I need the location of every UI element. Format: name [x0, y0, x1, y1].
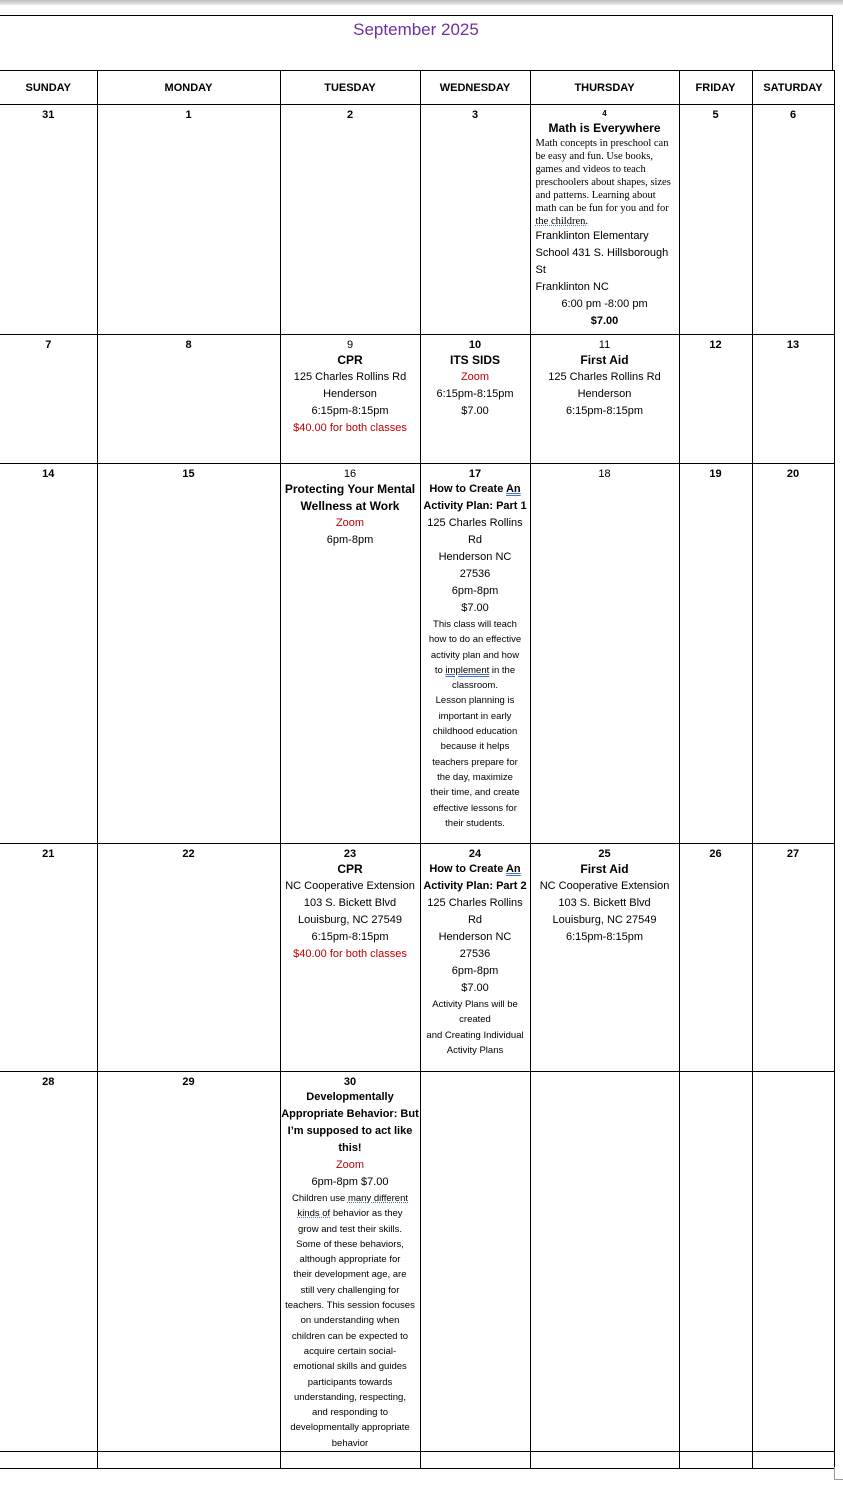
- event-time: 6:15pm-8:15pm: [311, 405, 389, 417]
- event-location: 125 Charles Rollins Rd Henderson NC 27536: [427, 517, 523, 580]
- calendar-title: September 2025: [0, 15, 833, 70]
- day-cell: [679, 844, 752, 1072]
- event-title: How to Create An: [429, 863, 521, 875]
- day-cell: [280, 105, 420, 335]
- week-row: [0, 1072, 834, 1452]
- event-location: Henderson: [323, 388, 377, 400]
- event-price: $40.00 for both classes: [293, 422, 407, 434]
- event-mode: Zoom: [335, 1159, 365, 1171]
- day-number: 6: [789, 109, 797, 121]
- event-location: 125 Charles Rollins Rd: [548, 371, 661, 383]
- day-cell: [0, 335, 97, 464]
- event-time: 6:15pm-8:15pm: [311, 931, 389, 943]
- week-row: [0, 105, 834, 335]
- day-cell: [97, 844, 280, 1072]
- event-location: Franklinton Elementary School 431 S. Hillsborough St Franklinton NC: [535, 230, 669, 293]
- day-cell-sep-11: [530, 335, 679, 464]
- event-time: 6pm-8pm: [451, 965, 499, 977]
- event-price: $7.00: [461, 405, 489, 417]
- event-time: 6:15pm-8:15pm: [565, 931, 644, 943]
- day-number: 21: [42, 848, 55, 860]
- day-number: 2: [346, 109, 354, 121]
- day-number: 4: [602, 109, 607, 118]
- day-header: WEDNESDAY: [420, 71, 530, 105]
- day-cell-sep-4: [530, 105, 679, 335]
- day-cell: [97, 105, 280, 335]
- event-time: 6:15pm-8:15pm: [436, 388, 514, 400]
- day-cell: [679, 105, 752, 335]
- calendar-grid: [0, 70, 835, 1469]
- event-mode: Zoom: [335, 517, 365, 529]
- day-cell: [97, 335, 280, 464]
- event-time: 6pm-8pm: [451, 585, 499, 597]
- day-cell-sep-10: [420, 335, 530, 464]
- day-cell-sep-17: [420, 464, 530, 844]
- weekday-header-row: [0, 71, 834, 105]
- day-number: 14: [42, 468, 55, 480]
- day-cell: [0, 105, 97, 335]
- event-mode: Zoom: [460, 371, 490, 383]
- day-cell: [752, 335, 834, 464]
- day-cell: [530, 464, 679, 844]
- week-row: [0, 335, 834, 464]
- day-cell: [679, 335, 752, 464]
- event-description: Children use many different kinds of behavior as they grow and test their skills. Some of these behaviors, although appropriate for their development age, are still very challenging for teachers. This session focuses on understanding when children can be expected to acquire certain social- emotional skills and guides participants towards understanding, respecting, and responding to developmentally appropriate behavior: [285, 1193, 415, 1449]
- day-number: 18: [598, 468, 611, 480]
- day-cell-sep-9: [280, 335, 420, 464]
- day-number: 8: [185, 339, 192, 351]
- event-price: $7.00: [461, 602, 489, 614]
- end-of-table-mark: [834, 1467, 843, 1480]
- week-row: [0, 844, 834, 1072]
- day-cell-sep-23: [280, 844, 420, 1072]
- window-top-edge: [0, 0, 843, 5]
- day-cell-sep-16: [280, 464, 420, 844]
- event-title: ITS SIDS: [449, 353, 500, 367]
- day-number: 31: [42, 109, 55, 121]
- day-cell: [97, 1072, 280, 1452]
- event-location: 103 S. Bickett Blvd: [558, 897, 651, 909]
- day-number: 13: [786, 339, 800, 351]
- day-number: 16: [343, 468, 357, 480]
- day-header: SUNDAY: [0, 71, 97, 105]
- day-cell: [420, 105, 530, 335]
- day-cell: [420, 1072, 530, 1452]
- event-price: $40.00 for both classes: [293, 948, 407, 960]
- event-location: 125 Charles Rollins Rd: [293, 371, 407, 383]
- day-number: 15: [182, 468, 195, 480]
- day-number: 11: [598, 339, 611, 351]
- day-cell: [752, 1072, 834, 1452]
- event-title: Math is Everywhere: [548, 121, 661, 135]
- day-number: 17: [468, 468, 482, 480]
- event-price: $7.00: [590, 315, 619, 327]
- event-description: Activity Plans will be created and Creating Individual Activity Plans: [426, 999, 524, 1056]
- day-cell: [752, 105, 834, 335]
- day-header: SATURDAY: [752, 71, 834, 105]
- day-cell: [679, 1072, 752, 1452]
- day-number: 10: [468, 339, 482, 351]
- event-time: 6:15pm-8:15pm: [565, 405, 644, 417]
- day-header: FRIDAY: [679, 71, 752, 105]
- day-number: 19: [709, 468, 722, 480]
- event-location: 125 Charles Rollins Rd Henderson NC 27536: [427, 897, 523, 960]
- day-cell-sep-25: [530, 844, 679, 1072]
- day-number: 26: [709, 848, 722, 860]
- event-description: This class will teach how to do an effective activity plan and how to implement in the classroom. Lesson planning is important in early childhood education because it helps teachers prepare for the day, maximize their time, and create effective lessons for their students.: [428, 619, 522, 829]
- day-cell: [752, 844, 834, 1072]
- day-header: MONDAY: [97, 71, 280, 105]
- day-cell: [530, 1072, 679, 1452]
- event-title: Activity Plan: Part 1: [423, 500, 527, 512]
- event-location: Louisburg, NC 27549: [552, 914, 657, 926]
- day-number: 29: [182, 1076, 195, 1088]
- week-row: [0, 464, 834, 844]
- day-cell: [0, 1072, 97, 1452]
- event-location: NC Cooperative Extension: [539, 880, 670, 892]
- day-header: THURSDAY: [530, 71, 679, 105]
- event-title: Protecting Your Mental: [284, 482, 416, 496]
- day-number: 9: [346, 339, 354, 351]
- event-title: CPR: [337, 862, 363, 876]
- day-number: 30: [343, 1076, 357, 1088]
- day-number: 7: [45, 339, 52, 351]
- event-location: Henderson: [577, 388, 632, 400]
- day-number: 12: [709, 339, 722, 351]
- event-title: How to Create An: [429, 483, 521, 495]
- event-location: Louisburg, NC 27549: [298, 914, 402, 926]
- empty-row: [0, 1452, 834, 1469]
- day-number: 3: [471, 109, 479, 121]
- event-description: Math concepts in preschool can be easy and fun. Use books, games and videos to teach preschoolers about shapes, sizes and patterns. Learning about math can be fun for you and for the children.: [535, 138, 671, 227]
- day-number: 1: [185, 109, 192, 121]
- event-location: NC Cooperative Extension: [285, 880, 415, 892]
- day-number: 20: [786, 468, 800, 480]
- day-number: 23: [343, 848, 357, 860]
- event-title: Activity Plan: Part 2: [423, 880, 527, 892]
- day-number: 27: [786, 848, 800, 860]
- event-location: 103 S. Bickett Blvd: [303, 897, 397, 909]
- day-number: 22: [182, 848, 195, 860]
- event-time: 6pm-8pm $7.00: [311, 1176, 389, 1188]
- day-header: TUESDAY: [280, 71, 420, 105]
- day-cell: [97, 464, 280, 844]
- day-number: 5: [712, 109, 719, 121]
- event-title: Developmentally Appropriate Behavior: But I’m supposed to act like this!: [281, 1091, 419, 1154]
- day-cell-sep-30: [280, 1072, 420, 1452]
- event-time: 6pm-8pm: [326, 534, 374, 546]
- day-cell: [0, 844, 97, 1072]
- event-title: First Aid: [580, 353, 629, 367]
- day-number: 28: [42, 1076, 55, 1088]
- event-title: First Aid: [580, 862, 629, 876]
- day-cell: [752, 464, 834, 844]
- day-number: 25: [598, 848, 611, 860]
- event-title: CPR: [337, 353, 363, 367]
- day-cell: [0, 464, 97, 844]
- event-price: $7.00: [461, 982, 489, 994]
- day-cell-sep-24: [420, 844, 530, 1072]
- day-cell: [679, 464, 752, 844]
- event-title: Wellness at Work: [300, 499, 400, 513]
- event-time: 6:00 pm -8:00 pm: [561, 298, 648, 310]
- day-number: 24: [468, 848, 482, 860]
